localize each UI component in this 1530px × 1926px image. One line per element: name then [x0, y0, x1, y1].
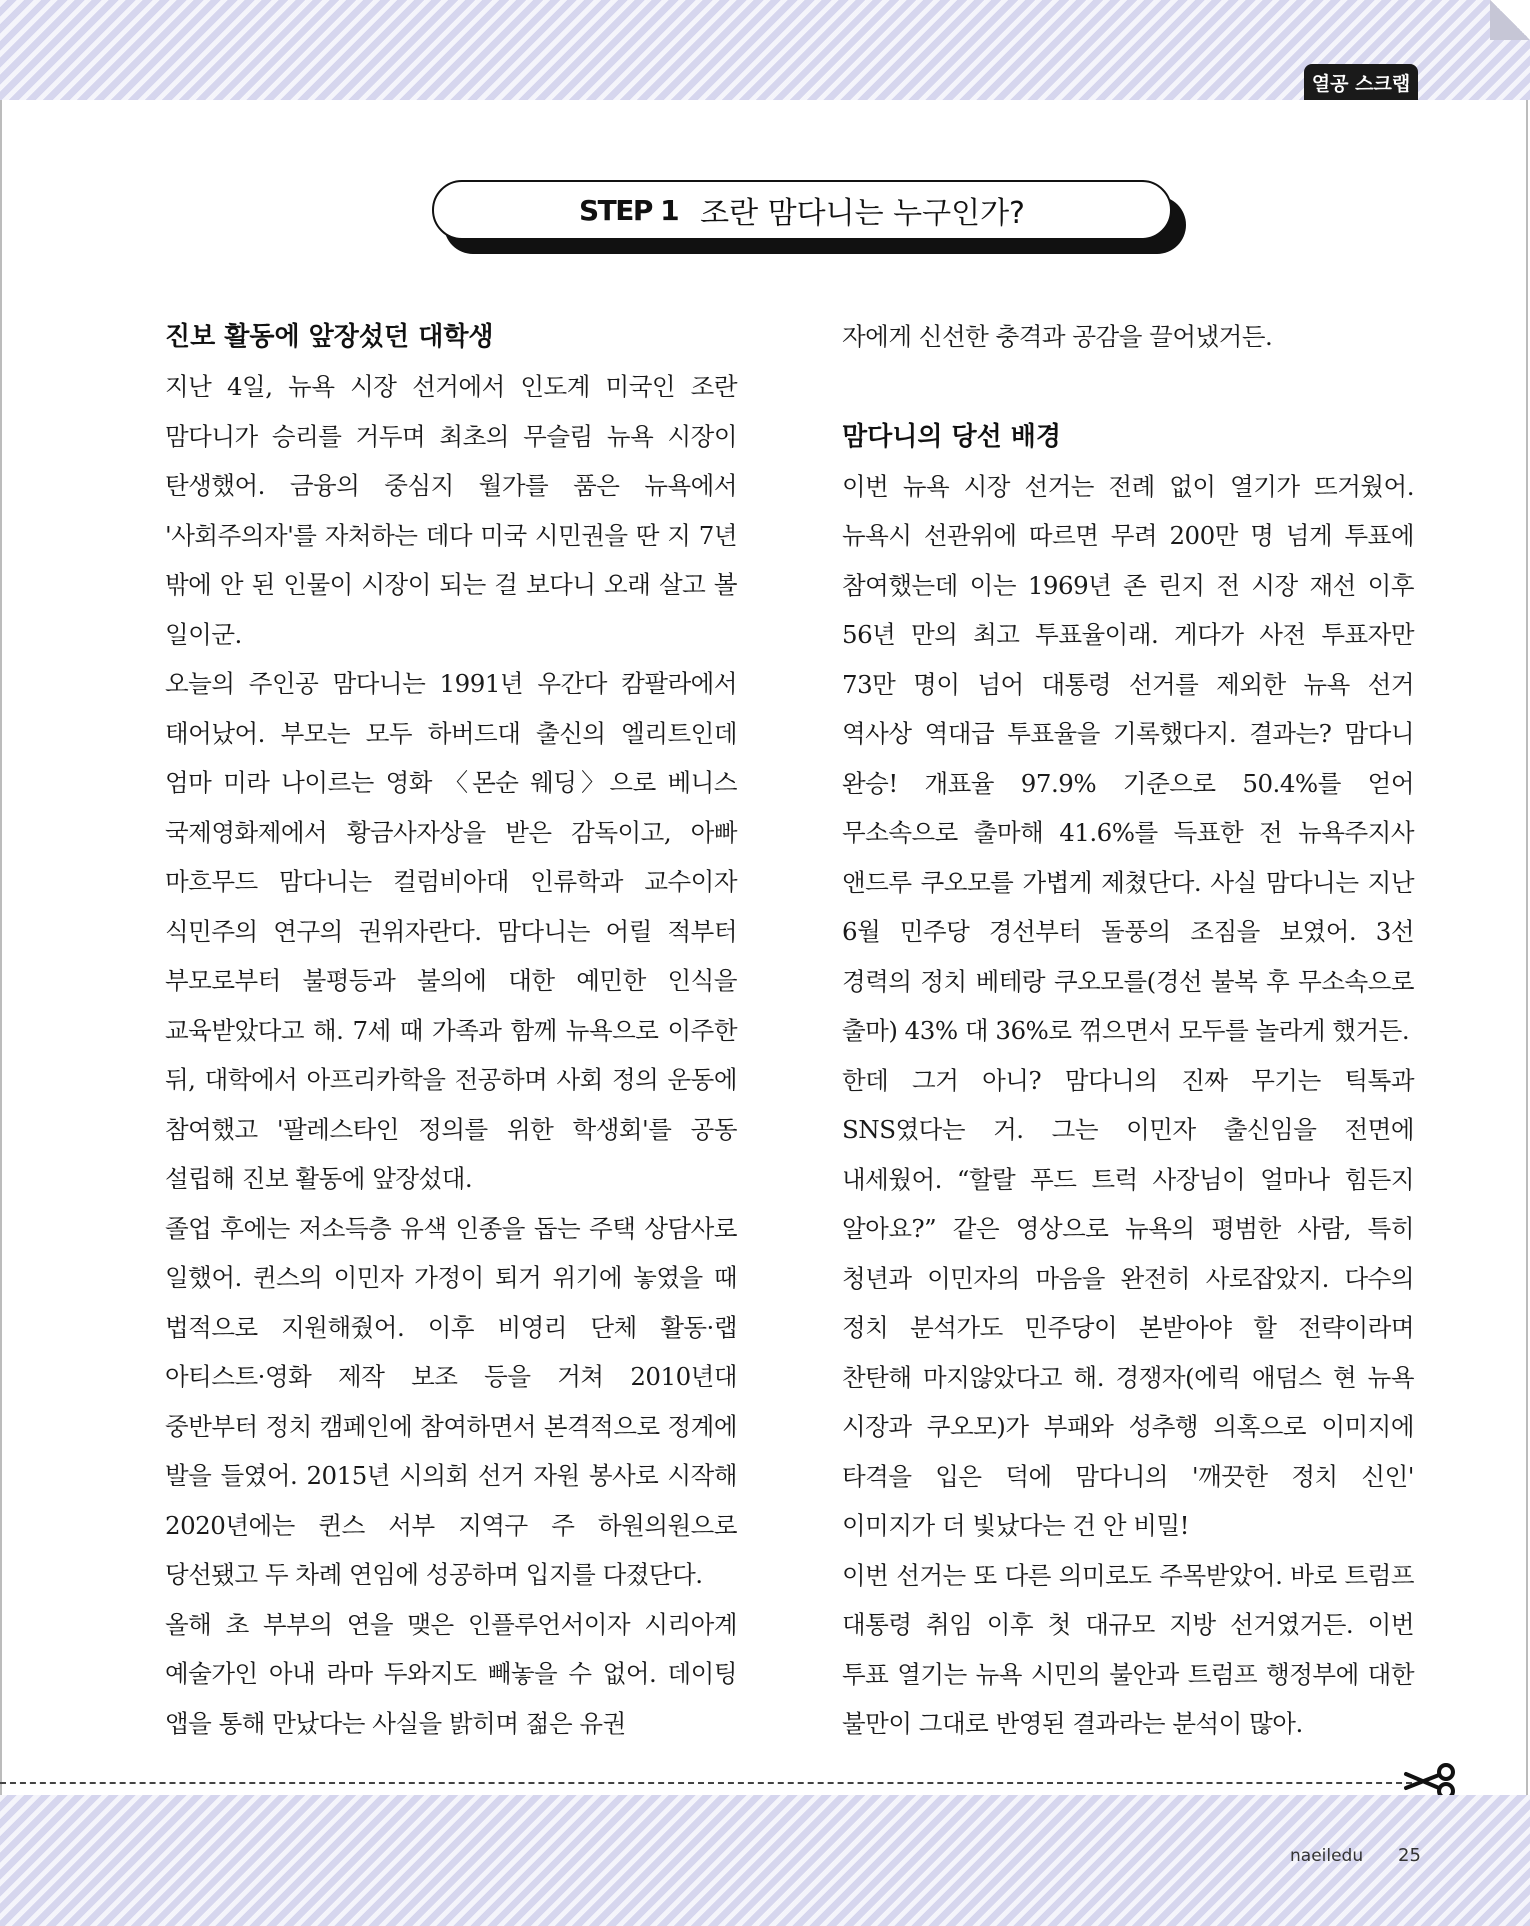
step-title: 조란 맘다니는 누구인가?: [700, 196, 1025, 231]
right-column: [842, 312, 1414, 1749]
right-continuation: 자에게 신선한 충격과 공감을 끌어냈거든.: [842, 322, 1273, 351]
left-column: [165, 312, 737, 1748]
cut-line: [0, 1782, 1412, 1784]
right-paragraph-3: 이번 선거는 또 다른 의미로도 주목받았어. 바로 트럼프 대통령 취임 이후 첫 대규모 지방 선거였거든. 이번 투표 열기는 뉴욕 시민의 불안과 트럼프 행정부에 대한 불만이 그대로 반영된 결과라는 분석이 많아.: [842, 1560, 1414, 1738]
step-number: STEP 1: [579, 193, 679, 227]
page-number: 25: [1398, 1845, 1421, 1866]
left-column-heading: 진보 활동에 앞장섰던 대학생: [165, 322, 494, 352]
page-fold-corner: [1490, 0, 1530, 40]
right-paragraph-1: 이번 뉴욕 시장 선거는 전례 없이 열기가 뜨거웠어. 뉴욕시 선관위에 따르면 무려 200만 명 넘게 투표에 참여했는데 이는 1969년 존 린지 전 시장 재선 이후 56년 만의 최고 투표율이래. 게다가 사전 투표자만 73만 명이 넘어 대통령 선거를 제외한 뉴욕 선거 역사상 역대급 투표율을 기록했다지. 결과는? 맘다니 완승! 개표율 97.9% 기준으로 50.4%를 얻어 무소속으로 출마해 41.6%를 득표한 전 뉴욕주지사 앤드루 쿠오모를 가볍게 제쳤단다. 사실 맘다니는 지난 6월 민주당 경선부터 돌풍의 조짐을 보였어. 3선 경력의 정치 베테랑 쿠오모를(경선 불복 후 무소속으로 출마) 43% 대 36%로 꺾으면서 모두를 놀라게 했거든.: [842, 471, 1414, 1045]
step-banner: [432, 180, 1172, 240]
footer-brand: naeiledu: [1290, 1846, 1364, 1866]
left-paragraph-3: 졸업 후에는 저소득층 유색 인종을 돕는 주택 상담사로 일했어. 퀸스의 이민자 가정이 퇴거 위기에 놓였을 때 법적으로 지원해줬어. 이후 비영리 단체 활동·랩 아티스트·영화 제작 보조 등을 거쳐 2010년대 중반부터 정치 캠페인에 참여하면서 본격적으로 정계에 발을 들였어. 2015년 시의회 선거 자원 봉사로 시작해 2020년에는 퀸스 서부 지역구 주 하원의원으로 당선됐고 두 차례 연임에 성공하며 입지를 다졌단다.: [165, 1213, 737, 1589]
right-column-heading: 맘다니의 당선 배경: [842, 421, 1062, 452]
top-decorative-band: [0, 0, 1530, 100]
left-paragraph-1: 지난 4일, 뉴욕 시장 선거에서 인도계 미국인 조란 맘다니가 승리를 거두며 최초의 무슬림 뉴욕 시장이 탄생했어. 금융의 중심지 월가를 품은 뉴욕에서 '사회주의자'를 자처하는 데다 미국 시민권을 딴 지 7년 밖에 안 된 인물이 시장이 되는 걸 보다니 오래 살고 볼 일이군.: [165, 372, 737, 649]
left-paragraph-4: 올해 초 부부의 연을 맺은 인플루언서이자 시리아계 예술가인 아내 라마 두와지도 빼놓을 수 없어. 데이팅 앱을 통해 만났다는 사실을 밝히며 젊은 유권: [165, 1609, 737, 1738]
section-tab: 열공 스크랩: [1304, 64, 1418, 100]
right-paragraph-2: 한데 그거 아니? 맘다니의 진짜 무기는 틱톡과 SNS였다는 거. 그는 이민자 출신임을 전면에 내세웠어. “할랄 푸드 트럭 사장님이 얼마나 힘든지 알아요?” 같은 영상으로 뉴욕의 평범한 사람, 특히 청년과 이민자의 마음을 완전히 사로잡았지. 다수의 정치 분석가도 민주당이 본받아야 할 전략이라며 찬탄해 마지않았다고 해. 경쟁자(에릭 애덤스 현 뉴욕 시장과 쿠오모)가 부패와 성추행 의혹으로 이미지에 타격을 입은 덕에 맘다니의 '깨끗한 정치 신인' 이미지가 더 빛났다는 건 안 비밀!: [842, 1065, 1415, 1540]
left-paragraph-2: 오늘의 주인공 맘다니는 1991년 우간다 캄팔라에서 태어났어. 부모는 모두 하버드대 출신의 엘리트인데 엄마 미라 나이르는 영화 〈몬순 웨딩〉으로 베니스 국제영화제에서 황금사자상을 받은 감독이고, 아빠 마흐무드 맘다니는 컬럼비아대 인류학과 교수이자 식민주의 연구의 권위자란다. 맘다니는 어릴 적부터 부모로부터 불평등과 불의에 대한 예민한 인식을 교육받았다고 해. 7세 때 가족과 함께 뉴욕으로 이주한 뒤, 대학에서 아프리카학을 전공하며 사회 정의 운동에 참여했고 '팔레스타인 정의를 위한 학생회'를 공동 설립해 진보 활동에 앞장섰대.: [165, 669, 737, 1193]
paragraph-gap: [842, 362, 1414, 412]
